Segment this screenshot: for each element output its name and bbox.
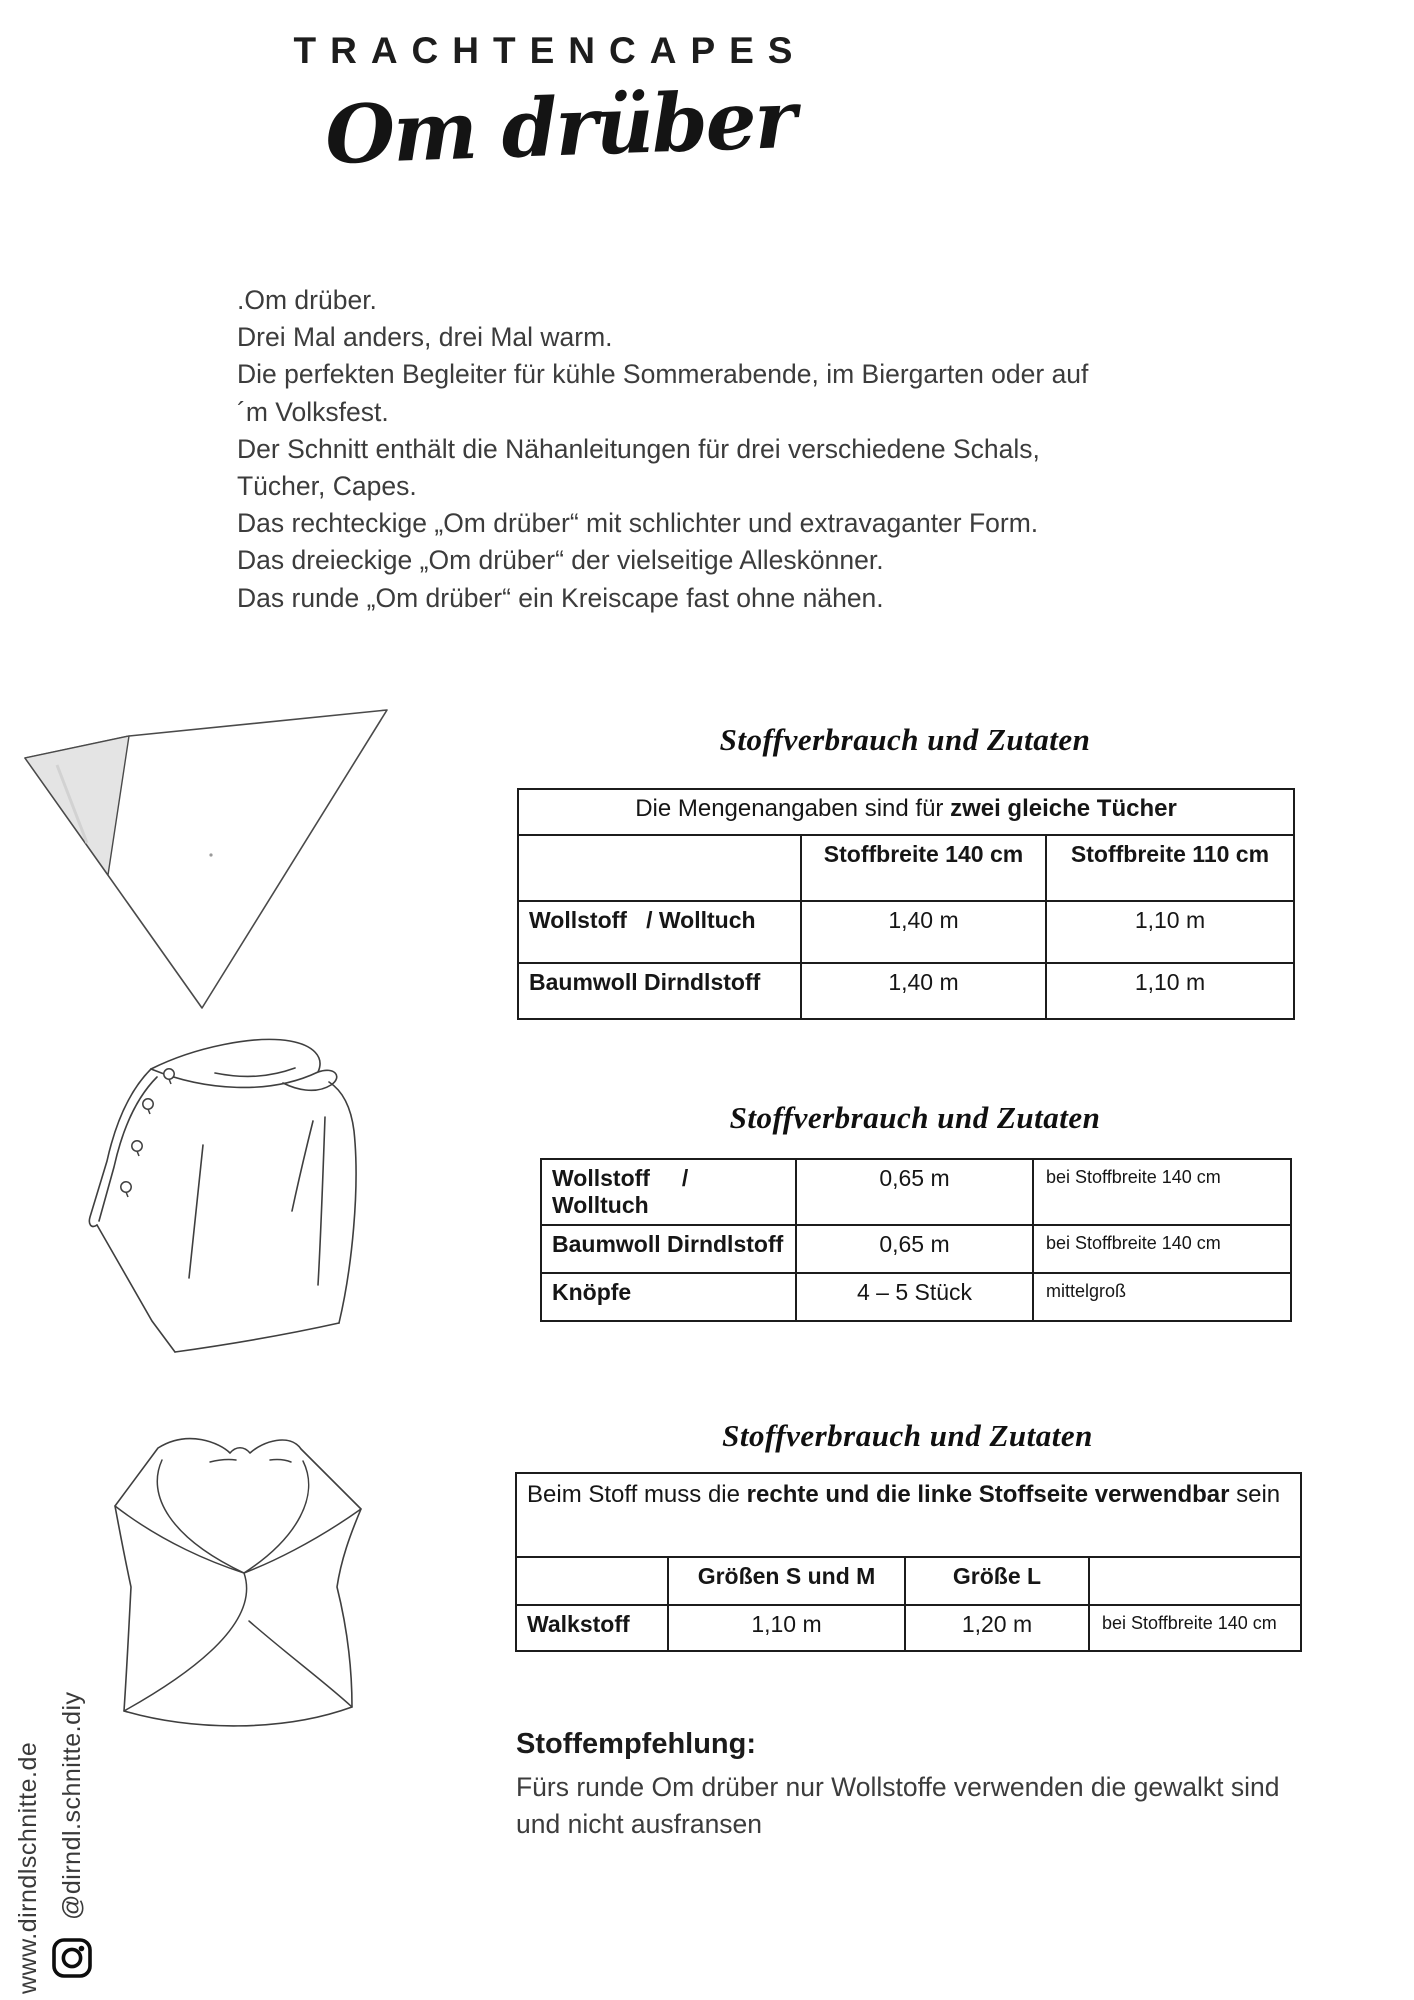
- empty-cell: [516, 1557, 668, 1605]
- round-cape-illustration: [58, 1403, 393, 1748]
- button-icon: [164, 1069, 174, 1079]
- section-heading-rect: Stoffverbrauch und Zutaten: [719, 722, 1091, 757]
- intro-line: .Om drüber.: [237, 285, 377, 315]
- column-header: Stoffbreite 140 cm: [801, 835, 1046, 901]
- button-icon: [121, 1182, 131, 1192]
- recommendation-line: und nicht ausfransen: [516, 1809, 763, 1839]
- row-value: 4 – 5 Stück: [796, 1273, 1033, 1321]
- row-value: 1,10 m: [668, 1605, 905, 1651]
- intro-line: Der Schnitt enthält die Nähanleitungen für drei verschiedene Schals,: [237, 433, 1040, 464]
- fabric-table-round: [515, 1472, 1302, 1652]
- table-row: [518, 901, 1294, 963]
- recommendation-heading: Stoffempfehlung:: [516, 1728, 757, 1760]
- triangle-scarf-illustration: [15, 693, 405, 1018]
- row-label: Knöpfe: [541, 1273, 796, 1321]
- caption-text: Die Mengenangaben sind für: [635, 795, 951, 822]
- caption-text: sein: [1229, 1481, 1281, 1508]
- row-label: Walkstoff: [516, 1605, 668, 1651]
- caption-text: Beim Stoff muss die: [527, 1481, 747, 1508]
- row-value: 1,10 m: [1046, 963, 1294, 1019]
- row-note: bei Stoffbreite 140 cm: [1033, 1159, 1291, 1225]
- button-icon: [143, 1099, 153, 1109]
- instagram-handle: @dirndl.schnitte.diy: [58, 1691, 86, 1920]
- table-row: [516, 1605, 1301, 1651]
- section-heading-triangle: Stoffverbrauch und Zutaten: [729, 1100, 1101, 1135]
- caption-bold-text: zwei gleiche Tücher: [950, 795, 1177, 822]
- row-value: 1,10 m: [1046, 901, 1294, 963]
- row-label: Wollstoff / Wolltuch: [541, 1159, 796, 1225]
- table-row: [541, 1225, 1291, 1273]
- column-header: Größen S und M: [668, 1557, 905, 1605]
- instagram-icon: [50, 1936, 94, 1980]
- intro-line: Drei Mal anders, drei Mal warm.: [237, 322, 613, 353]
- button-icon: [132, 1141, 142, 1151]
- page-title: TRACHTENCAPES: [293, 30, 807, 71]
- column-header: Größe L: [905, 1557, 1089, 1605]
- column-header: Stoffbreite 110 cm: [1046, 835, 1294, 901]
- row-value: 1,40 m: [801, 901, 1046, 963]
- row-value: 1,20 m: [905, 1605, 1089, 1651]
- scarf-dot: [209, 853, 212, 856]
- row-value: 1,40 m: [801, 963, 1046, 1019]
- row-label: Wollstoff / Wolltuch: [518, 901, 801, 963]
- website-url: www.dirndlschnitte.de: [14, 1741, 42, 1994]
- section-heading-round: Stoffverbrauch und Zutaten: [722, 1418, 1093, 1453]
- cape-outline: [89, 1039, 356, 1352]
- row-note: bei Stoffbreite 140 cm: [1033, 1225, 1291, 1273]
- table-row: [541, 1159, 1291, 1225]
- row-value: 0,65 m: [796, 1159, 1033, 1225]
- intro-text: [237, 282, 1088, 617]
- intro-line: ´m Volksfest.: [237, 396, 389, 427]
- empty-cell: [518, 835, 801, 901]
- page-subtitle-script: Om drüber: [323, 71, 797, 183]
- row-label: Baumwoll Dirndlstoff: [541, 1225, 796, 1273]
- table-row: [518, 963, 1294, 1019]
- row-note: mittelgroß: [1033, 1273, 1291, 1321]
- fabric-table-rect: [517, 788, 1295, 1020]
- fabric-table-triangle: [540, 1158, 1292, 1322]
- button-cape-illustration: [55, 1033, 395, 1363]
- row-value: 0,65 m: [796, 1225, 1033, 1273]
- empty-cell: [1089, 1557, 1301, 1605]
- recommendation-line: Fürs runde Om drüber nur Wollstoffe verwenden die gewalkt sind: [516, 1772, 1280, 1802]
- fabric-recommendation: [516, 1728, 1279, 1843]
- table-caption: [516, 1473, 1301, 1557]
- intro-line: Tücher, Capes.: [237, 471, 417, 502]
- table-row: [541, 1273, 1291, 1321]
- intro-line: Das rechteckige „Om drüber“ mit schlichter und extravaganter Form.: [237, 508, 1039, 539]
- row-label: Baumwoll Dirndlstoff: [518, 963, 801, 1019]
- intro-line: Die perfekten Begleiter für kühle Sommerabende, im Biergarten oder auf: [237, 359, 1089, 390]
- intro-line: Das dreieckige „Om drüber“ der vielseitige Alleskönner.: [237, 545, 884, 576]
- table-caption: [518, 789, 1294, 835]
- intro-line: Das runde „Om drüber“ ein Kreiscape fast ohne nähen.: [237, 582, 884, 613]
- caption-bold-text: rechte und die linke Stoffseite verwendbar: [746, 1481, 1230, 1508]
- row-note: bei Stoffbreite 140 cm: [1089, 1605, 1301, 1651]
